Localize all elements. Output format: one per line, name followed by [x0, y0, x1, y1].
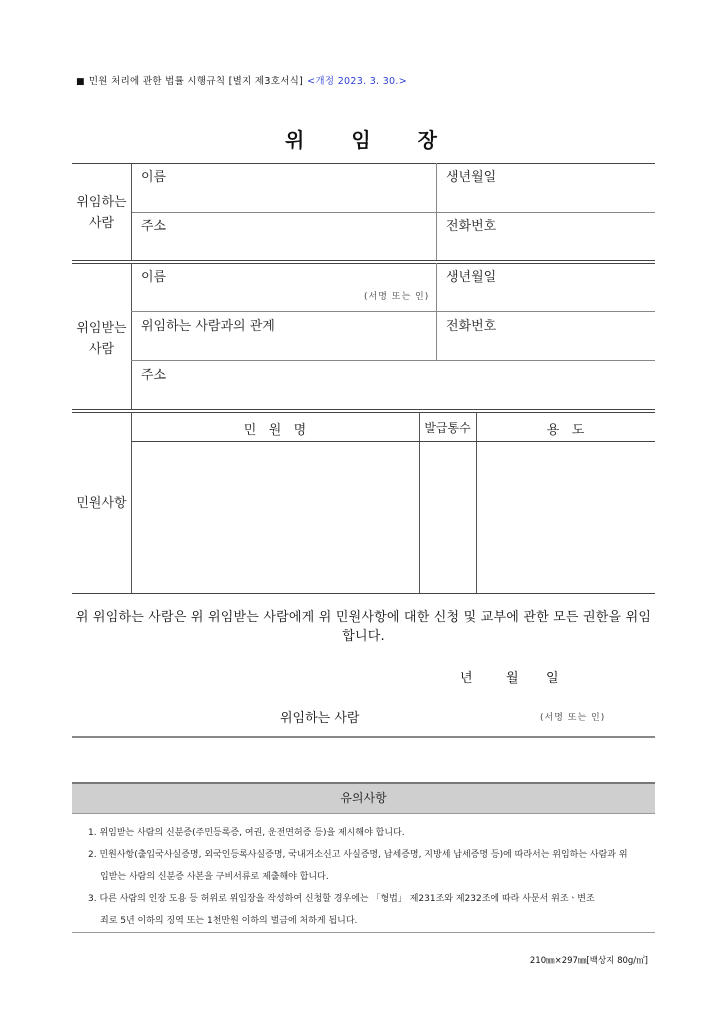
section2-row-divider-2 [131, 360, 655, 361]
section2-label-divider [131, 263, 132, 410]
section2-double-border-a [72, 260, 655, 261]
notice-item-2: 2. 민원사항(출입국사실증명, 외국인등록사실증명, 국내거소신고 사실증명, 납세증명, 지방세 납세증명 등)에 따라서는 위임하는 사람과 위 [88, 850, 628, 860]
section3-double-border-b [72, 412, 655, 413]
section3-bottom-border [72, 593, 655, 594]
signature-bottom-border [72, 736, 655, 738]
date-day: 일 [546, 671, 559, 686]
delegate-relation-label: 위임하는 사람과의 관계 [141, 319, 275, 334]
document-title: 위 임 장 [285, 128, 439, 152]
section1-row-divider [131, 212, 655, 213]
delegate-section-label: 위임받는 사람 [76, 321, 127, 357]
delegate-address-label: 주소 [141, 368, 167, 383]
section1-mid-divider [436, 163, 437, 260]
petition-purpose-header: 용 도 [546, 423, 585, 438]
section3-col-divider-2 [476, 412, 477, 593]
petition-name-header: 민 원 명 [243, 423, 307, 438]
delegator-section-label: 위임하는 사람 [76, 195, 127, 231]
notice-item-3: 3. 다른 사람의 인장 도용 등 허위로 위임장을 작성하여 신청할 경우에는 「형법」 제231조와 제232조에 따라 사문서 위조ㆍ변조 [88, 894, 595, 904]
delegate-birth-label: 생년월일 [446, 270, 497, 285]
delegate-sign-hint: (서명 또는 인) [364, 292, 430, 302]
delegate-phone-label: 전화번호 [446, 319, 497, 334]
section2-row-divider-1 [131, 311, 655, 312]
notice-item-1: 1. 위임받는 사람의 신분증(주민등록증, 여권, 운전면허증 등)을 제시해야 합니다. [88, 828, 405, 838]
delegator-name-label: 이름 [141, 170, 167, 185]
section1-top-border [72, 163, 655, 164]
section2-double-border-b [72, 263, 655, 264]
notice-item-2-cont: 입받는 사람의 신분증 사본을 구비서류로 제출해야 합니다. [100, 872, 329, 882]
law-reference-text: 민원 처리에 관한 법률 시행규칙 [별지 제3호서식] [88, 76, 304, 87]
paper-spec: 210㎜×297㎜[백상지 80g/㎡] [529, 956, 648, 966]
date-year: 년 [460, 671, 473, 686]
notice-list [88, 822, 652, 932]
petition-section-label: 민원사항 [76, 496, 127, 511]
petition-count-header: 발급통수 [424, 421, 471, 435]
section3-label-divider [131, 412, 132, 593]
delegator-birth-label: 생년월일 [446, 170, 497, 185]
section3-header-divider [131, 441, 655, 442]
notice-item-3-cont: 죄로 5년 이하의 징역 또는 1천만원 이하의 벌금에 처하게 됩니다. [100, 916, 358, 926]
delegator-phone-label: 전화번호 [446, 219, 497, 234]
section3-col-divider-1 [419, 412, 420, 593]
delegator-signature-label: 위임하는 사람 [280, 711, 360, 726]
section1-label-divider [131, 163, 132, 260]
notice-bottom-border [72, 932, 655, 933]
revision-date: <개정 2023. 3. 30.> [307, 76, 407, 87]
section3-double-border-a [72, 409, 655, 410]
delegator-sign-hint: (서명 또는 인) [540, 713, 606, 723]
notice-title: 유의사항 [72, 782, 655, 814]
delegation-statement: 위 위임하는 사람은 위 위임받는 사람에게 위 민원사항에 대한 신청 및 교부에 관한 모든 권한을 위임합니다. [75, 610, 652, 644]
square-bullet-icon: ■ [76, 77, 85, 87]
delegate-name-label: 이름 [141, 270, 167, 285]
delegator-address-label: 주소 [141, 219, 167, 234]
date-month: 월 [506, 671, 519, 686]
law-reference [76, 73, 407, 87]
